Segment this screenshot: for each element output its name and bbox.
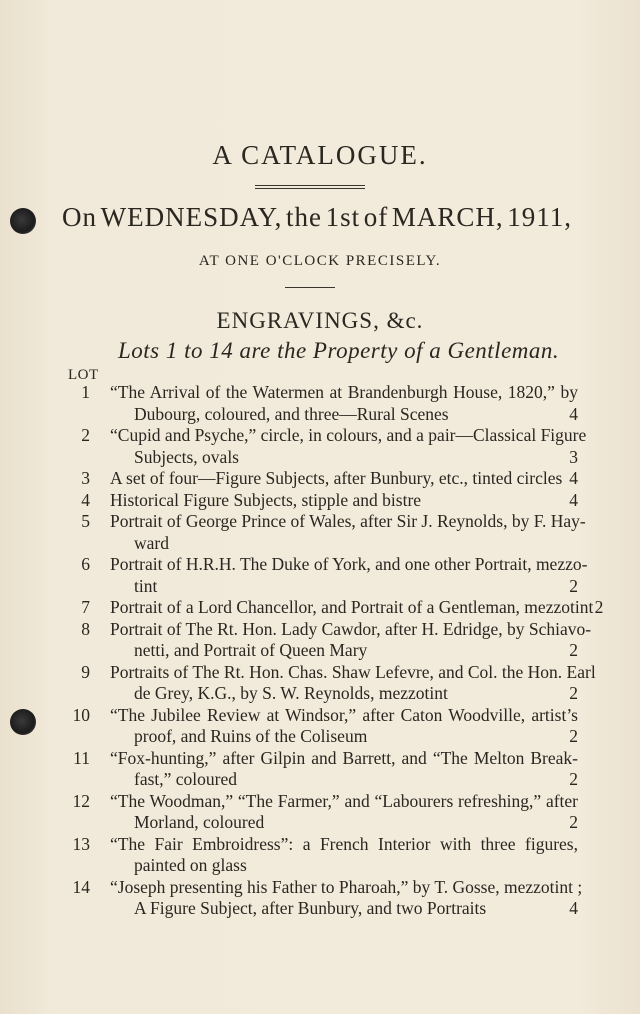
lot-description-line: [134, 898, 578, 920]
lot-description-line: [110, 382, 578, 404]
lot-quantity: 2: [569, 769, 578, 789]
lot-description-text: “Fox-hunting,” after Gilpin and Barrett, and “The Melton Break-: [110, 747, 578, 768]
lot-number: 5: [81, 511, 90, 531]
lot-quantity: [568, 533, 578, 555]
lot-description-line: [134, 812, 578, 834]
lot-entry: [0, 619, 640, 662]
lot-description-line: [110, 834, 578, 856]
lot-description-line: [110, 661, 596, 684]
lot-entry: [0, 662, 640, 705]
lot-number: 8: [81, 618, 90, 639]
lot-number: 10: [72, 704, 90, 725]
lot-description-text: Portraits of The Rt. Hon. Chas. Shaw Lefevre, and Col. the Hon. Earl: [110, 661, 596, 682]
lot-description-text: Dubourg, coloured, and three—Rural Scenes: [134, 403, 449, 424]
lot-description-text: proof, and Ruins of the Coliseum: [134, 726, 368, 746]
property-note: Lots 1 to 14 are the Property of a Gentleman.: [118, 338, 560, 363]
lot-entry: [0, 425, 640, 468]
sale-date: [62, 202, 572, 233]
lot-entry: [0, 597, 640, 619]
lot-entry: [0, 705, 640, 748]
lot-entry: [0, 877, 640, 920]
lot-entry: [0, 468, 640, 490]
date-word: WEDNESDAY,: [100, 202, 283, 232]
lot-description-line: [110, 490, 578, 512]
lot-quantity: 2: [569, 726, 578, 746]
lot-description-line: [134, 683, 578, 705]
date-word: of: [363, 202, 389, 232]
sale-time: AT ONE O'CLOCK PRECISELY.: [198, 253, 442, 269]
lot-number: 6: [81, 554, 90, 574]
lot-description-text: A Figure Subject, after Bunbury, and two Portraits: [134, 898, 487, 918]
lot-quantity: 3: [569, 446, 578, 467]
binder-hole: [10, 208, 36, 234]
lot-description-text: Morland, coloured: [134, 812, 265, 832]
lot-description-line: [110, 511, 586, 533]
lot-entry: [0, 791, 640, 834]
lot-number: 14: [72, 876, 90, 897]
lot-description-line: [110, 597, 604, 619]
lot-description-text: tint: [134, 575, 158, 596]
lot-description-line: [110, 425, 587, 447]
lot-description-text: Portrait of George Prince of Wales, after Sir J. Reynolds, by F. Hay-: [110, 511, 586, 531]
lot-description-text: “Cupid and Psyche,” circle, in colours, and a pair—Classical Figure: [110, 425, 587, 445]
lot-description-text: “Joseph presenting his Father to Pharoah,” by T. Gosse, mezzotint ;: [110, 876, 583, 897]
lot-description-text: Portrait of a Lord Chancellor, and Portrait of a Gentleman, mezzotint: [110, 597, 594, 617]
lot-description-line: [134, 447, 578, 469]
lot-description-text: Historical Figure Subjects, stipple and bistre: [110, 489, 422, 510]
lot-number: 13: [72, 833, 90, 854]
lot-entry: [0, 511, 640, 554]
section-heading: ENGRAVINGS, &c.: [216, 308, 424, 333]
lot-quantity: 2: [569, 683, 578, 703]
date-word: the: [286, 202, 322, 232]
lot-quantity: 2: [569, 575, 578, 596]
lot-quantity: 4: [569, 489, 578, 510]
lot-description-text: Portrait of H.R.H. The Duke of York, and one other Portrait, mezzo-: [110, 554, 588, 574]
lot-number: 3: [81, 468, 90, 488]
date-word: 1st: [325, 202, 361, 232]
lot-description-line: [134, 640, 578, 662]
lot-description-line: [110, 468, 578, 490]
lot-description-text: “The Fair Embroidress”: a French Interior with three figures,: [110, 833, 578, 854]
lot-description-text: de Grey, K.G., by S. W. Reynolds, mezzotint: [134, 683, 448, 703]
lot-description-text: “The Jubilee Review at Windsor,” after Caton Woodville, artist’s: [110, 704, 578, 725]
lot-description-line: [134, 404, 578, 426]
lot-description-line: [110, 705, 578, 727]
lot-entry: [0, 490, 640, 512]
lot-number: 1: [81, 382, 90, 402]
lot-number: 4: [81, 489, 90, 510]
lot-quantity: 4: [569, 468, 578, 488]
lot-quantity: 2: [569, 812, 578, 832]
lot-description-line: [110, 554, 588, 576]
title-rule: [255, 185, 365, 189]
lot-number: 12: [72, 790, 90, 811]
date-word: 1911,: [507, 202, 572, 232]
lot-number: 7: [81, 597, 90, 617]
lot-description-line: [134, 533, 578, 555]
lot-description-line: [110, 791, 578, 813]
date-word: MARCH,: [391, 202, 504, 232]
lot-description-text: Portrait of The Rt. Hon. Lady Cawdor, after H. Edridge, by Schiavo-: [110, 618, 592, 639]
lot-description-line: [110, 618, 592, 641]
lot-description-text: ward: [134, 532, 169, 553]
lot-description-text: “The Arrival of the Watermen at Brandenburgh House, 1820,” by: [110, 382, 578, 402]
lot-description-text: Subjects, ovals: [134, 446, 239, 467]
lot-description-line: [134, 769, 578, 791]
lot-number: 11: [73, 747, 90, 768]
lot-description-text: “The Woodman,” “The Farmer,” and “Labourers refreshing,” after: [110, 790, 578, 811]
lot-description-line: [110, 876, 583, 899]
lot-column-heading: LOT: [68, 367, 99, 383]
lot-entry: [0, 382, 640, 425]
lot-quantity: [568, 855, 578, 877]
lot-description-line: [134, 855, 578, 877]
date-word: On: [62, 202, 97, 232]
lot-quantity: 2: [594, 597, 604, 617]
lot-entry: [0, 554, 640, 597]
lot-description-line: [110, 748, 578, 770]
lot-description-line: [134, 576, 578, 598]
lot-quantity: 2: [569, 640, 578, 660]
lot-quantity: 4: [569, 898, 578, 918]
lot-description-text: fast,” coloured: [134, 769, 238, 789]
lot-list: [0, 382, 640, 920]
lot-quantity: 4: [569, 403, 578, 424]
lot-entry: [0, 834, 640, 877]
lot-entry: [0, 748, 640, 791]
page-title: A CATALOGUE.: [212, 140, 428, 170]
lot-number: 9: [81, 661, 90, 682]
section-rule: [285, 287, 335, 288]
lot-description-line: [134, 726, 578, 748]
lot-description-text: netti, and Portrait of Queen Mary: [134, 640, 368, 660]
lot-number: 2: [81, 425, 90, 445]
lot-description-text: painted on glass: [134, 855, 247, 875]
lot-description-text: A set of four—Figure Subjects, after Bunbury, etc., tinted circles: [110, 468, 563, 488]
